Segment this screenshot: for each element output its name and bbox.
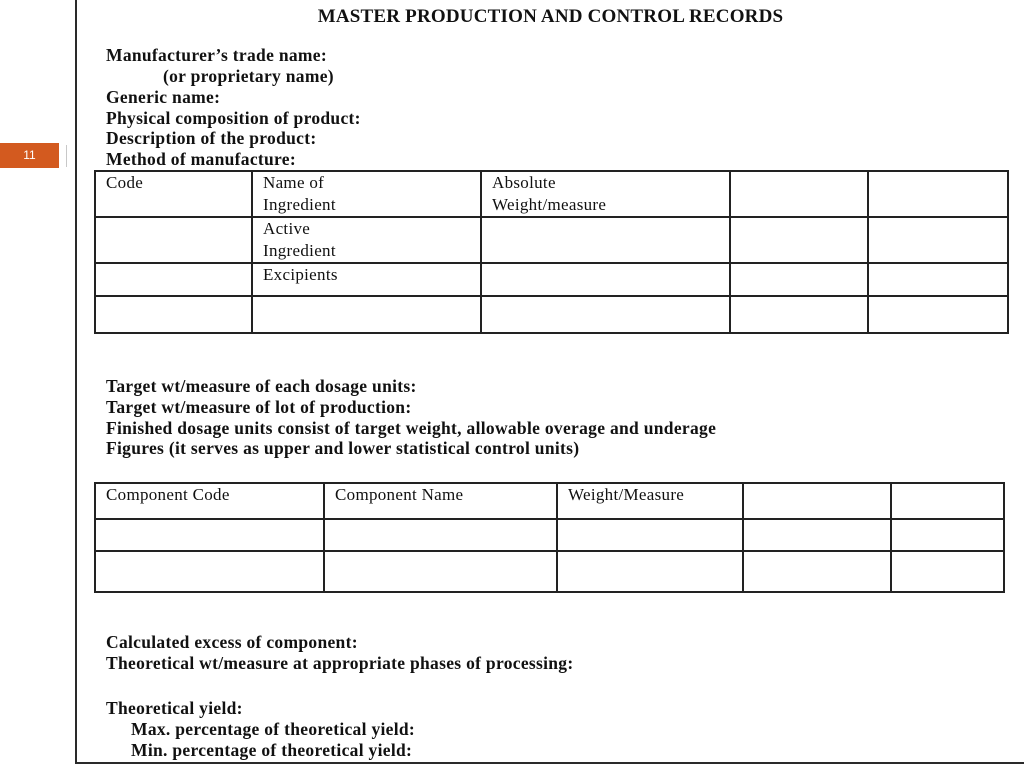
field-theoretical-wt-phases: Theoretical wt/measure at appropriate phases of processing: [106, 653, 574, 673]
table-cell [481, 217, 730, 263]
table-row [95, 296, 1008, 333]
row-label-excipients: Excipients [252, 263, 481, 296]
table-cell [95, 519, 324, 551]
table-row [95, 263, 1008, 296]
document-title: MASTER PRODUCTION AND CONTROL RECORDS [317, 6, 784, 27]
table-cell [868, 171, 1008, 217]
table-cell [891, 519, 1004, 551]
table-cell [743, 519, 891, 551]
table-row [95, 519, 1004, 551]
table-cell [868, 296, 1008, 333]
field-product-description: Description of the product: [106, 128, 317, 148]
document-page [75, 0, 1024, 764]
field-manufacturer-trade-name: Manufacturer’s trade name: [106, 45, 327, 65]
table-cell [95, 217, 252, 263]
components-table [94, 482, 1005, 593]
field-proprietary-name: (or proprietary name) [163, 66, 334, 86]
field-figures-control-units: Figures (it serves as upper and lower statistical control units) [106, 438, 580, 458]
field-max-percentage-yield: Max. percentage of theoretical yield: [131, 719, 416, 739]
row-label-active-ingredient: Active Ingredient [252, 217, 481, 263]
table-cell [481, 263, 730, 296]
table-cell [557, 519, 743, 551]
header-code: Code [95, 171, 252, 217]
table-cell [95, 551, 324, 592]
field-method-of-manufacture: Method of manufacture: [106, 149, 296, 169]
table-row [95, 483, 1004, 519]
field-generic-name: Generic name: [106, 87, 221, 107]
header-name-of-ingredient: Name of Ingredient [252, 171, 481, 217]
table-row [95, 171, 1008, 217]
table-cell [868, 217, 1008, 263]
ingredients-table [94, 170, 1009, 334]
field-physical-composition: Physical composition of product: [106, 108, 361, 128]
table-cell [95, 263, 252, 296]
table-cell [324, 551, 557, 592]
table-row [95, 217, 1008, 263]
field-theoretical-yield: Theoretical yield: [106, 698, 243, 718]
table-cell [891, 483, 1004, 519]
table-cell [324, 519, 557, 551]
header-absolute-weight: Absolute Weight/measure [481, 171, 730, 217]
table-cell [730, 296, 868, 333]
table-cell [481, 296, 730, 333]
header-component-code: Component Code [95, 483, 324, 519]
table-cell [868, 263, 1008, 296]
table-cell [557, 551, 743, 592]
field-finished-dosage-units: Finished dosage units consist of target weight, allowable overage and underage [106, 418, 717, 438]
table-cell [730, 263, 868, 296]
field-min-percentage-yield: Min. percentage of theoretical yield: [131, 740, 413, 760]
page-number-divider [66, 145, 67, 167]
table-cell [730, 217, 868, 263]
table-row [95, 551, 1004, 592]
field-calculated-excess: Calculated excess of component: [106, 632, 358, 652]
field-target-wt-lot: Target wt/measure of lot of production: [106, 397, 412, 417]
table-cell [743, 551, 891, 592]
field-target-wt-dosage-units: Target wt/measure of each dosage units: [106, 376, 417, 396]
table-cell [743, 483, 891, 519]
header-weight-measure: Weight/Measure [557, 483, 743, 519]
table-cell [730, 171, 868, 217]
table-cell [95, 296, 252, 333]
table-cell [252, 296, 481, 333]
header-component-name: Component Name [324, 483, 557, 519]
table-cell [891, 551, 1004, 592]
page-number-badge: 11 [0, 143, 59, 168]
